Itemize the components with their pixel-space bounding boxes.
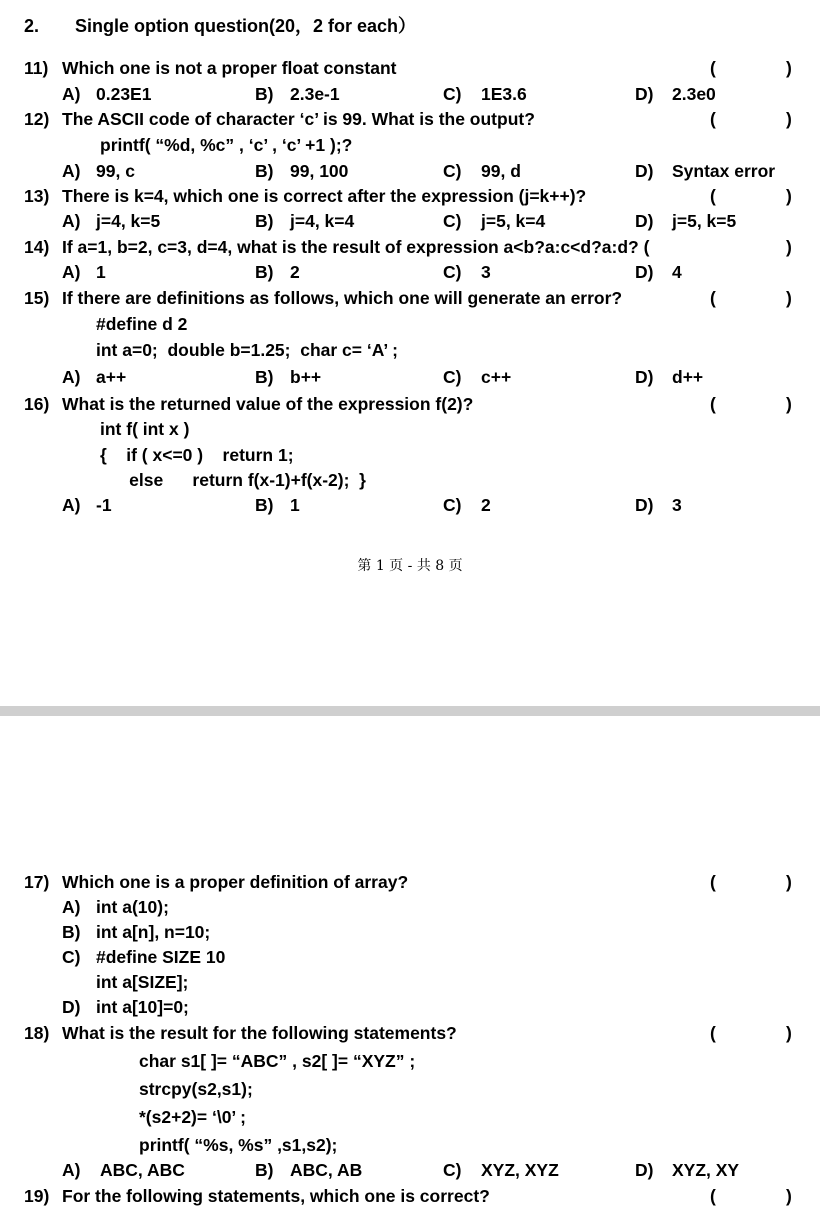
option-label: D) [635,262,654,282]
option-label: A) [62,262,81,282]
question-text: There is k=4, which one is correct after the expression (j=k++)? [62,186,587,206]
code-line: printf( “%s, %s” ,s1,s2); [139,1135,338,1155]
question-number: 17) [24,872,50,892]
answer-paren-close: ) [786,1186,792,1206]
option-label: D) [635,84,654,104]
option-text: a++ [96,367,127,387]
option-label: B) [255,211,274,231]
code-line: int f( int x ) [100,419,190,439]
option-text: XYZ, XY [672,1160,740,1180]
option-text: ABC, ABC [100,1160,185,1180]
answer-paren-close: ) [786,58,792,78]
option-label: C) [443,161,462,181]
answer-paren-close: ) [786,1023,792,1043]
option-text: j=5, k=5 [672,211,737,231]
option-label: A) [62,1160,81,1180]
question-number: 18) [24,1023,50,1043]
option-text: c++ [481,367,512,387]
question-text: The ASCII code of character ‘c’ is 99. What is the output? [62,109,535,129]
question-text: What is the returned value of the expression f(2)? [62,394,474,414]
option-label: D) [635,1160,654,1180]
option-text: 2 [481,495,491,515]
answer-paren-open[interactable]: ( [710,1186,716,1206]
option-label: D) [635,161,654,181]
option-text: 0.23E1 [96,84,152,104]
option-label: C) [443,495,462,515]
option-text: -1 [96,495,112,515]
option-label: B) [255,367,274,387]
question-number: 12) [24,109,50,129]
option-text: 1E3.6 [481,84,527,104]
code-line: #define d 2 [96,314,188,334]
answer-paren-close: ) [786,288,792,308]
question-text: Which one is a proper definition of array? [62,872,409,892]
option-text: 99, c [96,161,135,181]
code-line: else return f(x-1)+f(x-2); } [100,470,366,490]
answer-paren-close: ) [786,872,792,892]
option-label: C) [443,262,462,282]
code-line: *(s2+2)= ‘\0’ ; [139,1107,247,1127]
option-text: 4 [672,262,682,282]
option-text: Syntax error [672,161,776,181]
answer-paren-close: ) [786,237,792,257]
option-text: 3 [672,495,682,515]
answer-paren-close: ) [786,186,792,206]
option-label: D) [62,997,81,1017]
option-text: j=4, k=5 [96,211,161,231]
code-line: char s1[ ]= “ABC” , s2[ ]= “XYZ” ; [139,1051,416,1071]
option-label: A) [62,897,81,917]
question-text: If a=1, b=2, c=3, d=4, what is the result of expression a<b?a:c<d?a:d? ( [62,237,650,257]
option-text: d++ [672,367,704,387]
question-text: What is the result for the following statements? [62,1023,457,1043]
question-number: 11) [24,58,49,78]
answer-paren-open[interactable]: ( [710,186,716,206]
option-label: B) [255,262,274,282]
section-title: Single option question(20，2 for each） [75,16,417,36]
code-line: strcpy(s2,s1); [139,1079,253,1099]
option-text: int a[n], n=10; [96,922,211,942]
option-label: A) [62,84,81,104]
option-label: A) [62,211,81,231]
answer-paren-open[interactable]: ( [710,394,716,414]
question-number: 14) [24,237,50,257]
option-text: 1 [290,495,300,515]
answer-paren-open[interactable]: ( [710,109,716,129]
option-text: #define SIZE 10 [96,947,226,967]
answer-paren-open[interactable]: ( [710,58,716,78]
option-text: 1 [96,262,106,282]
question-text: Which one is not a proper float constant [62,58,397,78]
page-separator [0,706,820,716]
option-text: 99, d [481,161,521,181]
answer-paren-open[interactable]: ( [710,288,716,308]
option-label: B) [255,495,274,515]
option-label: B) [255,1160,274,1180]
question-number: 19) [24,1186,50,1206]
code-line: { if ( x<=0 ) return 1; [100,445,294,465]
question-number: 15) [24,288,50,308]
answer-paren-close: ) [786,109,792,129]
option-text: j=5, k=4 [481,211,546,231]
option-label: B) [62,922,81,942]
option-label: B) [255,161,274,181]
question-text: For the following statements, which one is correct? [62,1186,490,1206]
option-text: 2 [290,262,300,282]
option-label: D) [635,367,654,387]
answer-paren-open[interactable]: ( [710,1023,716,1043]
option-text: ABC, AB [290,1160,363,1180]
option-text: b++ [290,367,322,387]
code-line: printf( “%d, %c” , ‘c’ , ‘c’ +1 );? [100,135,353,155]
option-label: C) [443,84,462,104]
section-number: 2. [24,16,40,36]
question-number: 16) [24,394,50,414]
question-number: 13) [24,186,50,206]
question-text: If there are definitions as follows, which one will generate an error? [62,288,623,308]
option-label: C) [443,1160,462,1180]
option-text-continued: int a[SIZE]; [96,972,189,992]
option-label: A) [62,367,81,387]
option-text: 2.3e-1 [290,84,340,104]
option-label: B) [255,84,274,104]
option-label: D) [635,495,654,515]
option-text: 99, 100 [290,161,349,181]
option-label: C) [443,211,462,231]
option-text: int a(10); [96,897,169,917]
answer-paren-close: ) [786,394,792,414]
option-text: j=4, k=4 [290,211,355,231]
code-line: int a=0; double b=1.25; char c= ‘A’ ; [96,340,398,360]
exam-page-2 [0,716,820,1206]
answer-paren-open[interactable]: ( [710,872,716,892]
option-text: 2.3e0 [672,84,716,104]
option-label: C) [443,367,462,387]
option-text: int a[10]=0; [96,997,189,1017]
option-text: 3 [481,262,491,282]
option-label: D) [635,211,654,231]
option-label: A) [62,161,81,181]
option-label: C) [62,947,81,967]
option-text: XYZ, XYZ [481,1160,559,1180]
page-footer: 第 1 页 - 共 8 页 [357,558,463,574]
option-label: A) [62,495,81,515]
